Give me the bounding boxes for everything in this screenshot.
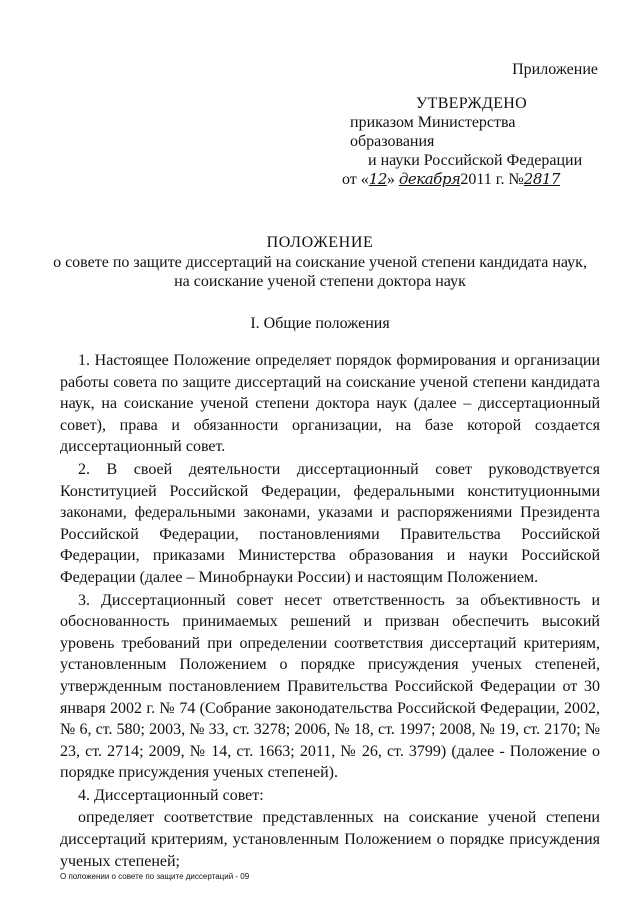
paragraph-2: 2. В своей деятельности диссертационный совет руководствуется Конституцией Российской Федерации, федеральными конституционными законами, федеральными законами, указами и распоряжениями Президента Российской Федерации, постановлениями Правительства Российской Федерации, приказами Министерства образования и науки Российской Федерации (далее – Минобрнауки России) и настоящим Положением. [60, 460, 600, 586]
paragraph-5: определяет соответствие представленных на соискание ученой степени диссертаций критериям, установленным Положением о порядке присуждения ученых степеней; [60, 809, 600, 870]
document-title-block [40, 233, 600, 292]
appendix-label: Приложение [512, 61, 598, 78]
date-prefix: от « [342, 171, 369, 188]
paragraph-1: 1. Настоящее Положение определяет порядок формирования и организации работы совета по защите диссертаций на соискание ученой степени кандидата наук, на соискание ученой степени доктора наук (далее – диссертационный совет), права и обязанности организации, на базе которой создается диссертационный совет. [60, 352, 600, 456]
document-subtitle-line-1: о совете по защите диссертаций на соискание ученой степени кандидата наук, [53, 253, 587, 271]
order-date-line [342, 170, 602, 189]
paragraph-4: 4. Диссертационный совет: [78, 786, 264, 804]
document-subtitle-line-2: на соискание ученой степени доктора наук [174, 273, 466, 290]
document-title: ПОЛОЖЕНИЕ [266, 234, 374, 251]
section-heading: I. Общие положения [250, 315, 390, 332]
paragraph-3: 3. Диссертационный совет несет ответственность за объективность и обоснованность принимаемых решений и призван обеспечить высокий уровень требований при определении соответствия диссертаций критериям, установленным Положением о порядке присуждения ученых степеней, утвержденным постановлением Правительства Российской Федерации от 30 января 2002 г. № 74 (Собрание законодательства Российской Федерации, 2002, № 6, ст. 580; 2003, № 33, ст. 3278; 2006, № 18, ст. 1997; 2008, № 19, ст. 2170; № 23, ст. 2714; 2009, № 14, ст. 1663; 2011, № 26, ст. 3799) (далее - Положение о порядке присуждения ученых степеней). [60, 591, 600, 782]
document-body [60, 350, 600, 872]
handwritten-month: декабря [398, 170, 461, 188]
page-footer: О положении о совете по защите диссертаций - 09 [60, 872, 250, 881]
date-mid: » [386, 171, 399, 188]
order-line-2: и науки Российской Федерации [368, 152, 583, 169]
date-year: 2011 г. № [460, 171, 524, 188]
approved-stamp-text: УТВЕРЖДЕНО [416, 95, 528, 112]
order-line-1: приказом Министерства образования [350, 114, 516, 150]
approval-block [342, 94, 602, 189]
handwritten-day: 12 [368, 170, 387, 188]
handwritten-order-number: 2817 [523, 170, 560, 188]
